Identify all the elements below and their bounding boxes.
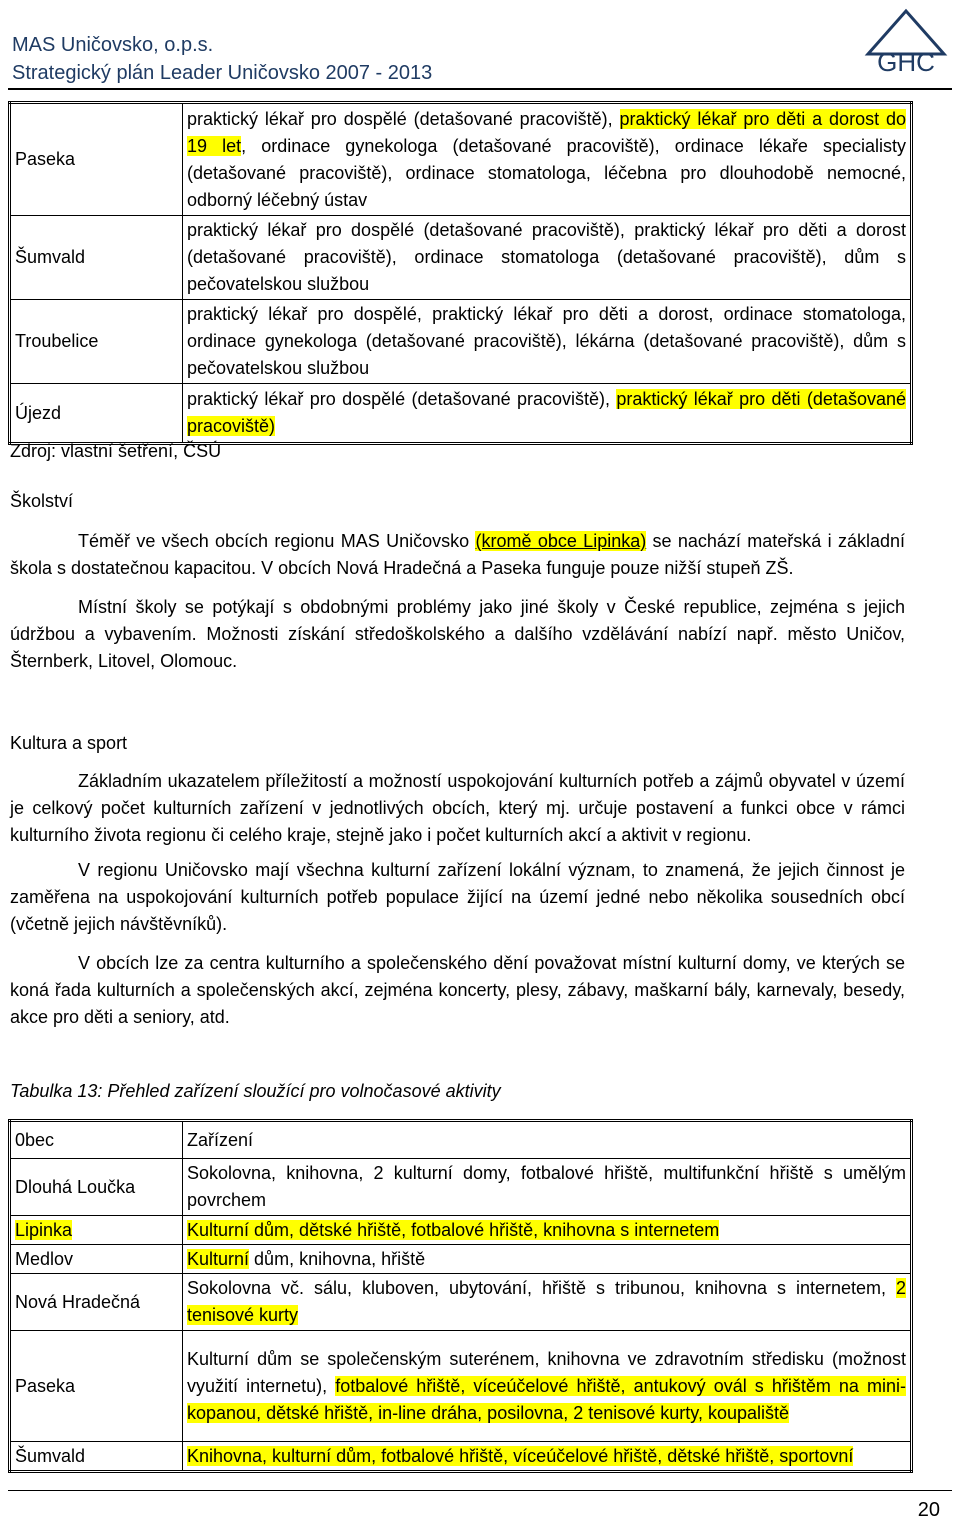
table-row	[10, 216, 912, 300]
skolstvi-text	[10, 528, 905, 675]
health-facilities-table	[8, 101, 913, 445]
table-row	[10, 103, 912, 216]
ghc-logo	[860, 8, 952, 78]
facilities-cell	[183, 1245, 912, 1274]
table-row	[10, 1159, 912, 1216]
kultura-paragraph-1: Základním ukazatelem příležitostí a možností uspokojování kulturních potřeb a zájmů obyvatel v území je celkový počet kulturních zařízení v jednotlivých obcích, který mj. určuje postavení a funkci obce v rámci kulturního života regionu či celého kraje, stejně jako i počet kulturních akcí a aktivit v regionu.	[10, 771, 905, 845]
table-row	[10, 300, 912, 384]
table-row	[10, 1274, 912, 1331]
facilities-cell	[183, 300, 912, 384]
kultura-paragraph-2: V regionu Uničovsko mají všechna kulturní zařízení lokální význam, to znamená, že jejich činnost je zaměřena na uspokojování kulturních potřeb populace žijící na území jedné nebo několika sousedních obcí (včetně jejich návštěvníků).	[10, 860, 905, 934]
text-segment: Sokolovna vč. sálu, kluboven, ubytování, hřiště s tribunou, knihovna s internetem,	[187, 1278, 896, 1298]
footer-rule	[8, 1490, 952, 1491]
kultura-paragraph-3: V obcích lze za centra kulturního a společenského dění považovat místní kulturní domy, ve kterých se koná řada kulturních a společenských akcí, zejména koncerty, plesy, zábavy, maškarní bály, karnevaly, besedy, akce pro děti a seniory, atd.	[10, 953, 905, 1027]
table-header-row	[10, 1121, 912, 1159]
text-segment: Téměř ve všech obcích regionu MAS Uničovsko	[78, 531, 476, 551]
highlighted-text: praktický lékař pro děti a dorost do 19 let	[187, 108, 906, 156]
kultura-text	[10, 768, 905, 1031]
text-segment: dům, knihovna, hřiště	[249, 1248, 426, 1269]
text-segment: Kulturní dům se společenským suterénem, knihovna ve zdravotním středisku (možnost využití internetu),	[187, 1348, 906, 1396]
text-segment: praktický lékař pro dospělé (detašované pracoviště), praktický lékař pro děti a dorost (detašované pracoviště), ordinace stomatologa (detašované pracoviště), dům s pečovatelskou službou	[187, 220, 906, 294]
table-caption: Tabulka 13: Přehled zařízení sloužící pro volnočasové aktivity	[10, 1081, 501, 1101]
municipality-cell	[10, 1159, 183, 1216]
header-rule	[8, 88, 952, 90]
section-heading-skolstvi: Školství	[10, 491, 74, 511]
text-segment: se nachází mateřská i základní škola s dostatečnou kapacitou. V obcích Nová Hradečná a Paseka funguje pouze nižší stupeň ZŠ.	[10, 531, 905, 578]
highlighted-text: Kulturní	[187, 1248, 250, 1269]
municipality-name: Paseka	[15, 1375, 76, 1396]
municipality-name: Dlouhá Loučka	[15, 1176, 136, 1197]
facilities-cell	[183, 1442, 912, 1472]
column-header-zarizeni: Zařízení	[187, 1129, 254, 1150]
table-row	[10, 1245, 912, 1274]
skolstvi-paragraph-2: Místní školy se potýkají s obdobnými problémy jako jiné školy v České republice, zejména s jejich údržbou a vybavením. Možnosti získání středoškolského a dalšího vzdělávání nabízí např. město Uničov, Šternberk, Litovel, Olomouc.	[10, 597, 905, 671]
municipality-name: Nová Hradečná	[15, 1291, 141, 1312]
text-segment: , ordinace gynekologa (detašované pracoviště), ordinace lékaře specialisty (detašované pracoviště), ordinace stomatologa, léčebna pro dlouhodobě nemocné, odborný léčebný ústav	[187, 135, 906, 210]
municipality-cell: Troubelice	[10, 300, 183, 384]
text-segment: praktický lékař pro dospělé, praktický lékař pro děti a dorost, ordinace stomatologa, ordinace gynekologa (detašované pracoviště), lékárna (detašované pracoviště), dům s pečovatelskou službou	[187, 304, 906, 378]
municipality-cell	[10, 1331, 183, 1442]
table-source: Zdroj: vlastní šetření, ČSÚ	[10, 441, 222, 461]
facilities-cell	[183, 384, 912, 444]
facilities-cell	[183, 1216, 912, 1245]
logo-text: GHC	[877, 47, 935, 77]
facilities-cell	[183, 1159, 912, 1216]
highlighted-text: praktický lékař pro děti (detašované pracoviště)	[187, 389, 906, 436]
municipality-name: Medlov	[15, 1248, 74, 1269]
leisure-facilities-table	[8, 1119, 913, 1473]
municipality-cell	[10, 1274, 183, 1331]
municipality-cell	[10, 1216, 183, 1245]
table-row	[10, 1216, 912, 1245]
municipality-cell: Paseka	[15, 149, 76, 169]
facilities-cell	[183, 216, 912, 300]
highlighted-text: Kulturní dům, dětské hřiště, fotbalové hřiště, knihovna s internetem	[187, 1219, 720, 1240]
section-heading-kultura: Kultura a sport	[10, 733, 128, 753]
highlighted-text: 2 tenisové kurty	[187, 1278, 906, 1325]
table-row	[10, 1442, 912, 1472]
facilities-cell	[183, 103, 912, 216]
municipality-cell	[10, 1442, 183, 1472]
facilities-cell	[183, 1274, 912, 1331]
column-header-obec: 0bec	[10, 1121, 183, 1159]
municipality-name: Šumvald	[15, 1445, 86, 1466]
facilities-cell	[183, 1331, 912, 1442]
page-number: 20	[917, 1499, 940, 1521]
table-row	[10, 1331, 912, 1442]
skolstvi-paragraph-1	[10, 528, 905, 582]
text-segment: Sokolovna, knihovna, 2 kulturní domy, fotbalové hřiště, multifunkční hřiště s umělým povrchem	[187, 1163, 906, 1210]
highlighted-text: Knihovna, kulturní dům, fotbalové hřiště, víceúčelové hřiště, dětské hřiště, sportovní	[187, 1445, 854, 1466]
municipality-cell: Újezd	[10, 384, 183, 444]
municipality-name: Lipinka	[15, 1219, 73, 1240]
highlighted-text: fotbalové hřiště, víceúčelové hřiště, antukový ovál s hřištěm na mini-kopanou, dětské hřiště, in-line dráha, posilovna, 2 tenisové kurty, koupaliště	[187, 1375, 906, 1423]
municipality-cell: Šumvald	[10, 216, 183, 300]
text-segment: praktický lékař pro dospělé (detašované pracoviště),	[187, 108, 620, 129]
header-org: MAS Uničovsko, o.p.s.	[12, 34, 214, 56]
header-plan: Strategický plán Leader Uničovsko 2007 - 2013	[12, 62, 433, 84]
text-segment: praktický lékař pro dospělé (detašované pracoviště),	[187, 389, 617, 409]
municipality-cell	[10, 1245, 183, 1274]
page-header	[12, 8, 952, 88]
highlighted-text: (kromě obce Lipinka)	[475, 531, 647, 551]
table-row	[10, 384, 912, 444]
